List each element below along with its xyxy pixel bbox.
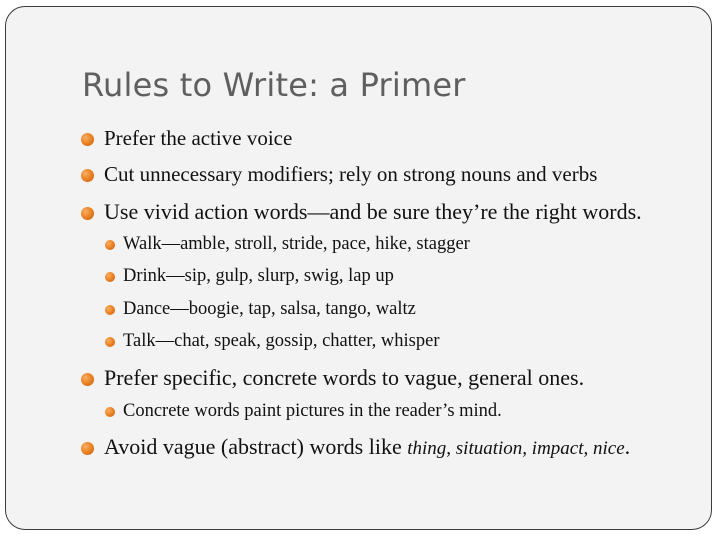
bullet-dot-icon: [105, 272, 115, 282]
bullet-text: Cut unnecessary modifiers; rely on strong nouns and verbs: [104, 162, 598, 186]
bullet-dot-icon: [105, 305, 115, 315]
bullet-text-before: Avoid vague (abstract) words like: [104, 434, 408, 459]
sub-bullet-item: [123, 266, 394, 287]
bullet-dot-icon: [105, 337, 115, 347]
bullet-text-after: .: [624, 434, 631, 459]
sub-bullet-item: [123, 401, 502, 422]
sub-bullet-text: Talk—chat, speak, gossip, chatter, whisper: [123, 331, 440, 351]
bullet-dot-icon: [105, 240, 115, 250]
bullet-dot-icon: [81, 373, 94, 386]
bullet-item: [104, 199, 642, 225]
bullet-item: [104, 162, 597, 187]
bullet-dot-icon: [81, 207, 94, 220]
bullet-dot-icon: [81, 133, 94, 146]
bullet-item: [104, 365, 584, 391]
sub-bullet-item: [123, 234, 470, 255]
slide: [5, 6, 712, 530]
sub-bullet-item: [123, 331, 440, 352]
sub-bullet-text: Concrete words paint pictures in the reader’s mind.: [123, 401, 502, 421]
slide-title: Rules to Write: a Primer: [82, 66, 466, 104]
bullet-text-italic: thing, situation, impact, nice: [407, 438, 625, 459]
bullet-text: Prefer specific, concrete words to vague, general ones.: [104, 365, 585, 390]
sub-bullet-text: Walk—amble, stroll, stride, pace, hike, stagger: [123, 234, 470, 254]
bullet-item: [104, 126, 292, 151]
sub-bullet-item: [123, 299, 416, 320]
bullet-dot-icon: [105, 407, 115, 417]
bullet-dot-icon: [81, 169, 94, 182]
sub-bullet-text: Drink—sip, gulp, slurp, swig, lap up: [123, 266, 394, 286]
bullet-text: Prefer the active voice: [104, 126, 293, 150]
bullet-dot-icon: [81, 442, 94, 455]
bullet-item: [104, 434, 630, 460]
sub-bullet-text: Dance—boogie, tap, salsa, tango, waltz: [123, 299, 416, 319]
bullet-text: Use vivid action words—and be sure they’re the right words.: [104, 199, 642, 224]
